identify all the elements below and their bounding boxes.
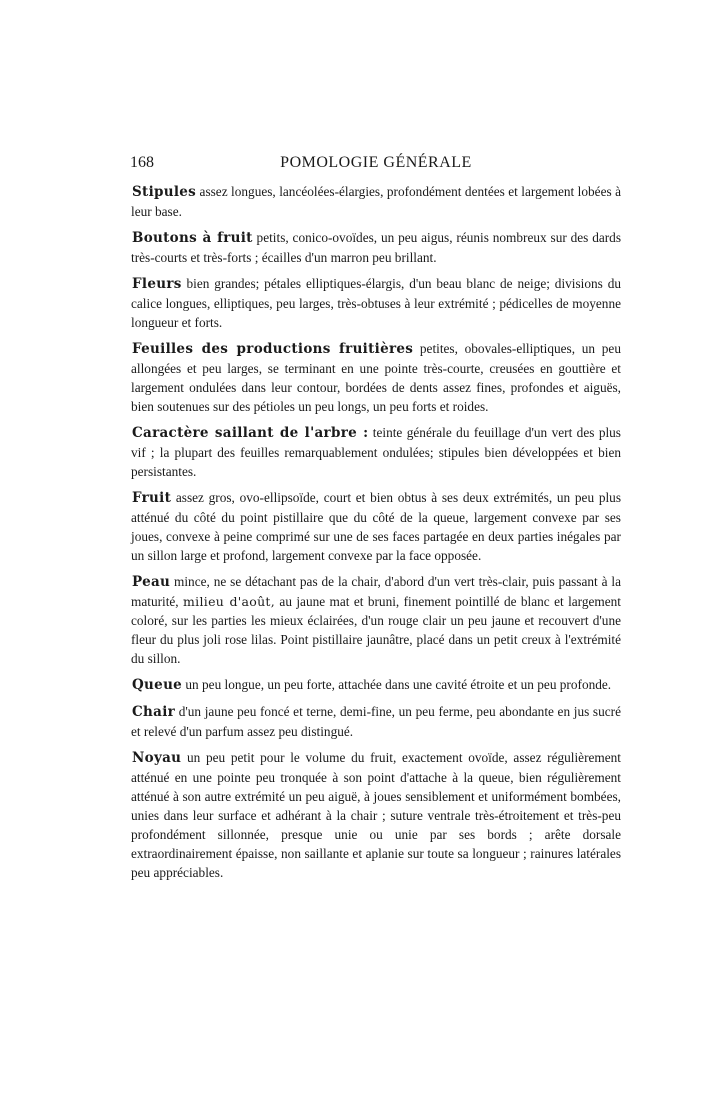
paragraph-fruit [131, 488, 621, 565]
paragraph-lead: Stipules [132, 184, 197, 200]
paragraph-lead: Peau [132, 574, 171, 590]
paragraph-lead: Fleurs [132, 276, 182, 292]
paragraph-text: assez gros, ovo-ellipsoïde, court et bien obtus à ses deux extrémités, un peu plus atténué du côté du point pistillaire que du côté de la queue, largement convexe par ses joues, convexe à peine comprimé sur une de ses faces partagée en deux parties inégales par un sillon large et profond, largement convexe par la face opposée. [131, 490, 621, 563]
paragraph-lead: Queue [132, 677, 183, 693]
paragraph-fleurs [131, 274, 621, 332]
paragraph-text: petites, obovales-elliptiques, un peu allongées et peu larges, se terminant en une pointe très-courte, creusées en gouttière et largement ondulées dans leur contour, bordées de dents assez fines, profondes et aiguës, bien soutenues sur des pétioles un peu longs, un peu forts et roides. [131, 341, 621, 414]
running-title: POMOLOGIE GÉNÉRALE [280, 154, 472, 171]
paragraph-text: bien grandes; pétales elliptiques-élargis, d'un beau blanc de neige; divisions du calice longues, elliptiques, peu larges, très-obtuses à leur extrémité ; pédicelles de moyenne longueur et forts. [131, 276, 621, 330]
paragraph-lead: Noyau [132, 750, 182, 766]
paragraph-text: un peu petit pour le volume du fruit, exactement ovoïde, assez régulièrement atténué en une pointe peu tronquée à son point d'attache à la queue, bien régulièrement atténué à son autre extrémité un peu aiguë, à joues sensiblement et uniformément bombées, unies dans leur surface et adhérant à la chair ; suture ventrale très-étroitement et très-peu profondément sillonnée, presque unie ou unie par ses bords ; arête dorsale extraordinairement épaisse, non saillante et aplanie sur toute sa longueur ; rainures latérales peu appréciables. [131, 750, 621, 880]
page-body [131, 182, 621, 889]
paragraph-text: d'un jaune peu foncé et terne, demi-fine, un peu ferme, peu abondante en jus sucré et relevé d'un parfum assez peu distingué. [131, 704, 621, 739]
paragraph-text: mince, ne se détachant pas de la chair, d'abord d'un vert très-clair, puis passant à la maturité, [131, 574, 621, 609]
paragraph-lead: Feuilles des productions fruitières [132, 341, 414, 357]
page-number: 168 [130, 154, 154, 171]
paragraph-peau [131, 572, 621, 668]
paragraph-caractere [131, 423, 621, 481]
paragraph-queue [131, 675, 621, 695]
paragraph-text: au jaune mat et bruni, finement pointillé de blanc et largement coloré, sur les parties les mieux éclairées, d'un rouge clair un peu jaune et recouvert d'une fleur du plus joli rose lilas. Point pistillaire jaunâtre, placé dans un petit creux à l'extrémité du sillon. [131, 594, 621, 666]
paragraph-text: un peu longue, un peu forte, attachée dans une cavité étroite et un peu profonde. [182, 677, 612, 692]
paragraph-text: assez longues, lancéolées-élargies, profondément dentées et largement lobées à leur base. [131, 184, 621, 219]
maturity-date: milieu d'août, [183, 594, 276, 609]
page-header [130, 154, 622, 176]
paragraph-feuilles [131, 339, 621, 416]
paragraph-lead: Boutons à fruit [132, 230, 253, 246]
paragraph-lead: Chair [132, 704, 176, 720]
paragraph-lead: Caractère saillant de l'arbre : [132, 425, 369, 441]
paragraph-text: petits, conico-ovoïdes, un peu aigus, réunis nombreux sur des dards très-courts et très-forts ; écailles d'un marron peu brillant. [131, 230, 621, 265]
paragraph-stipules [131, 182, 621, 221]
paragraph-text: teinte générale du feuillage d'un vert des plus vif ; la plupart des feuilles remarquablement ondulées; stipules bien développées et bien persistantes. [131, 425, 621, 479]
paragraph-boutons [131, 228, 621, 267]
paragraph-chair [131, 702, 621, 741]
paragraph-lead: Fruit [132, 490, 172, 506]
paragraph-noyau [131, 748, 621, 882]
